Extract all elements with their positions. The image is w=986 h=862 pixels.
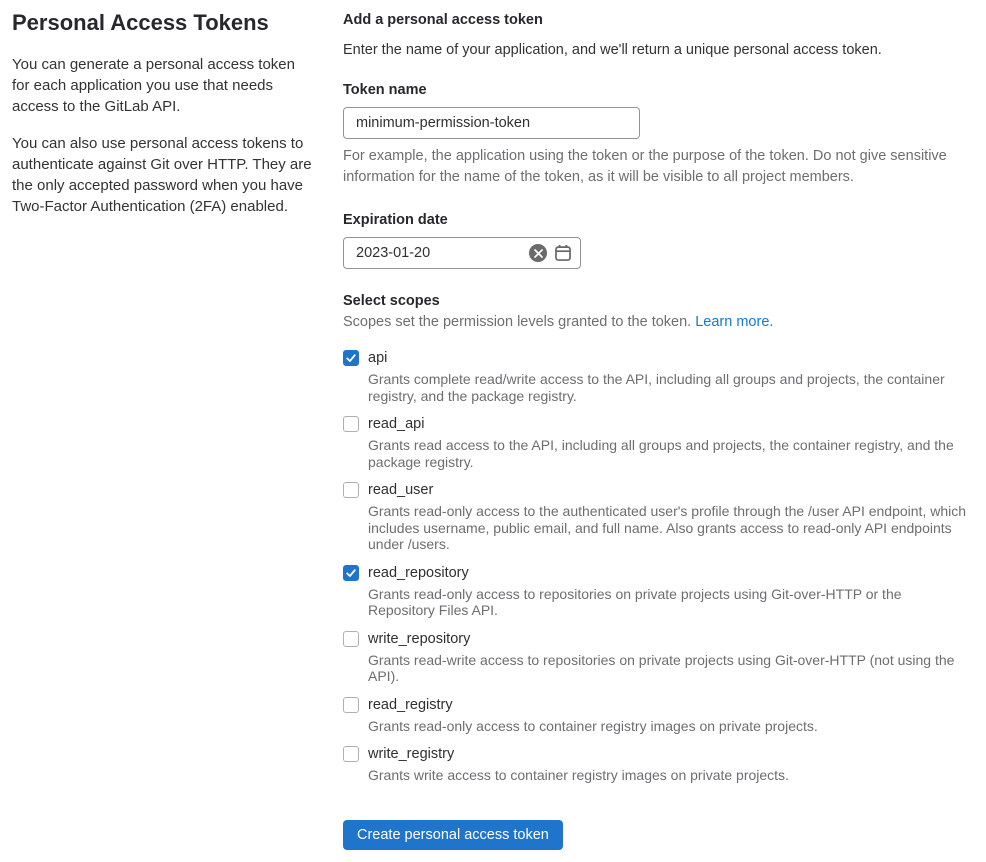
- scope-description: Grants read access to the API, including all groups and projects, the container registry, and the package registry.: [368, 437, 954, 470]
- scope-description: Grants read-only access to the authenticated user's profile through the /user API endpoint, which includes username, public email, and full name. Also grants access to read-only API endpoints under /users.: [368, 503, 967, 552]
- learn-more-link[interactable]: Learn more.: [695, 314, 774, 330]
- x-circle-icon: [529, 244, 547, 262]
- scope-description: Grants complete read/write access to the API, including all groups and projects, the container registry, and the package registry.: [368, 371, 945, 404]
- scope-name-label[interactable]: read_api: [368, 416, 425, 432]
- scope-row: [343, 695, 971, 735]
- scope-description: Grants read-write access to repositories on private projects using Git-over-HTTP (not using the API).: [368, 651, 955, 684]
- scope-list: [343, 348, 971, 784]
- create-token-button[interactable]: Create personal access token: [343, 820, 563, 850]
- scope-name-label[interactable]: read_registry: [368, 696, 453, 713]
- scope-row: [343, 744, 971, 784]
- scope-row: [343, 563, 971, 619]
- scope-row: [343, 348, 971, 404]
- scope-name-label[interactable]: api: [368, 350, 388, 366]
- scope-checkbox-row[interactable]: [343, 563, 971, 583]
- scope-checkbox-row[interactable]: [343, 629, 971, 649]
- expiration-date-label: Expiration date: [343, 212, 448, 228]
- scope-checkbox[interactable]: [343, 416, 359, 432]
- calendar-button[interactable]: [554, 244, 572, 262]
- scopes-help-text: Scopes set the permission levels granted to the token.: [343, 314, 692, 330]
- check-icon: [346, 353, 356, 363]
- scope-checkbox[interactable]: [343, 482, 359, 498]
- select-scopes-label: Select scopes: [343, 293, 440, 309]
- scope-name-label[interactable]: write_registry: [368, 746, 455, 762]
- page-description-1: You can generate a personal access token for each application you use that needs access to the GitLab API.: [12, 56, 295, 115]
- scope-checkbox[interactable]: [343, 631, 359, 647]
- clear-date-button[interactable]: [529, 244, 547, 262]
- scope-checkbox[interactable]: [343, 565, 359, 581]
- scope-row: [343, 480, 971, 553]
- scope-checkbox-row[interactable]: [343, 414, 971, 434]
- page-description-2: You can also use personal access tokens to authenticate against Git over HTTP. They are the only accepted password when you have Two-Factor Authentication (2FA) enabled.: [12, 135, 312, 215]
- scope-row: [343, 629, 971, 685]
- add-token-form: [343, 8, 971, 862]
- scope-description: Grants read-only access to container registry images on private projects.: [368, 717, 818, 734]
- token-name-label: Token name: [343, 82, 427, 98]
- scope-checkbox-row[interactable]: [343, 744, 971, 764]
- scope-checkbox[interactable]: [343, 697, 359, 713]
- scope-description: Grants read-only access to repositories on private projects using Git-over-HTTP or the Repository Files API.: [368, 585, 902, 618]
- scope-checkbox-row[interactable]: [343, 480, 971, 500]
- calendar-icon: [554, 244, 572, 262]
- form-subheading: Enter the name of your application, and we'll return a unique personal access token.: [343, 42, 882, 58]
- check-icon: [346, 568, 356, 578]
- token-name-help: For example, the application using the token or the purpose of the token. Do not give sensitive information for the name of the token, as it will be visible to all project members.: [343, 148, 947, 185]
- scope-checkbox[interactable]: [343, 350, 359, 366]
- scope-description: Grants write access to container registry images on private projects.: [368, 767, 789, 783]
- scope-checkbox[interactable]: [343, 746, 359, 762]
- scope-checkbox-row[interactable]: [343, 695, 971, 715]
- scope-name-label[interactable]: read_repository: [368, 564, 469, 581]
- page-title: Personal Access Tokens: [12, 10, 269, 35]
- scope-checkbox-row[interactable]: [343, 348, 971, 368]
- expiration-date-field: [343, 237, 581, 269]
- scope-name-label[interactable]: write_repository: [368, 630, 471, 647]
- scope-name-label[interactable]: read_user: [368, 482, 434, 498]
- scope-row: [343, 414, 971, 470]
- settings-description-panel: [12, 8, 313, 862]
- expiration-date-input[interactable]: [344, 238, 529, 268]
- form-heading: Add a personal access token: [343, 12, 543, 28]
- select-scopes-help: [343, 314, 971, 330]
- token-name-input[interactable]: [343, 107, 640, 139]
